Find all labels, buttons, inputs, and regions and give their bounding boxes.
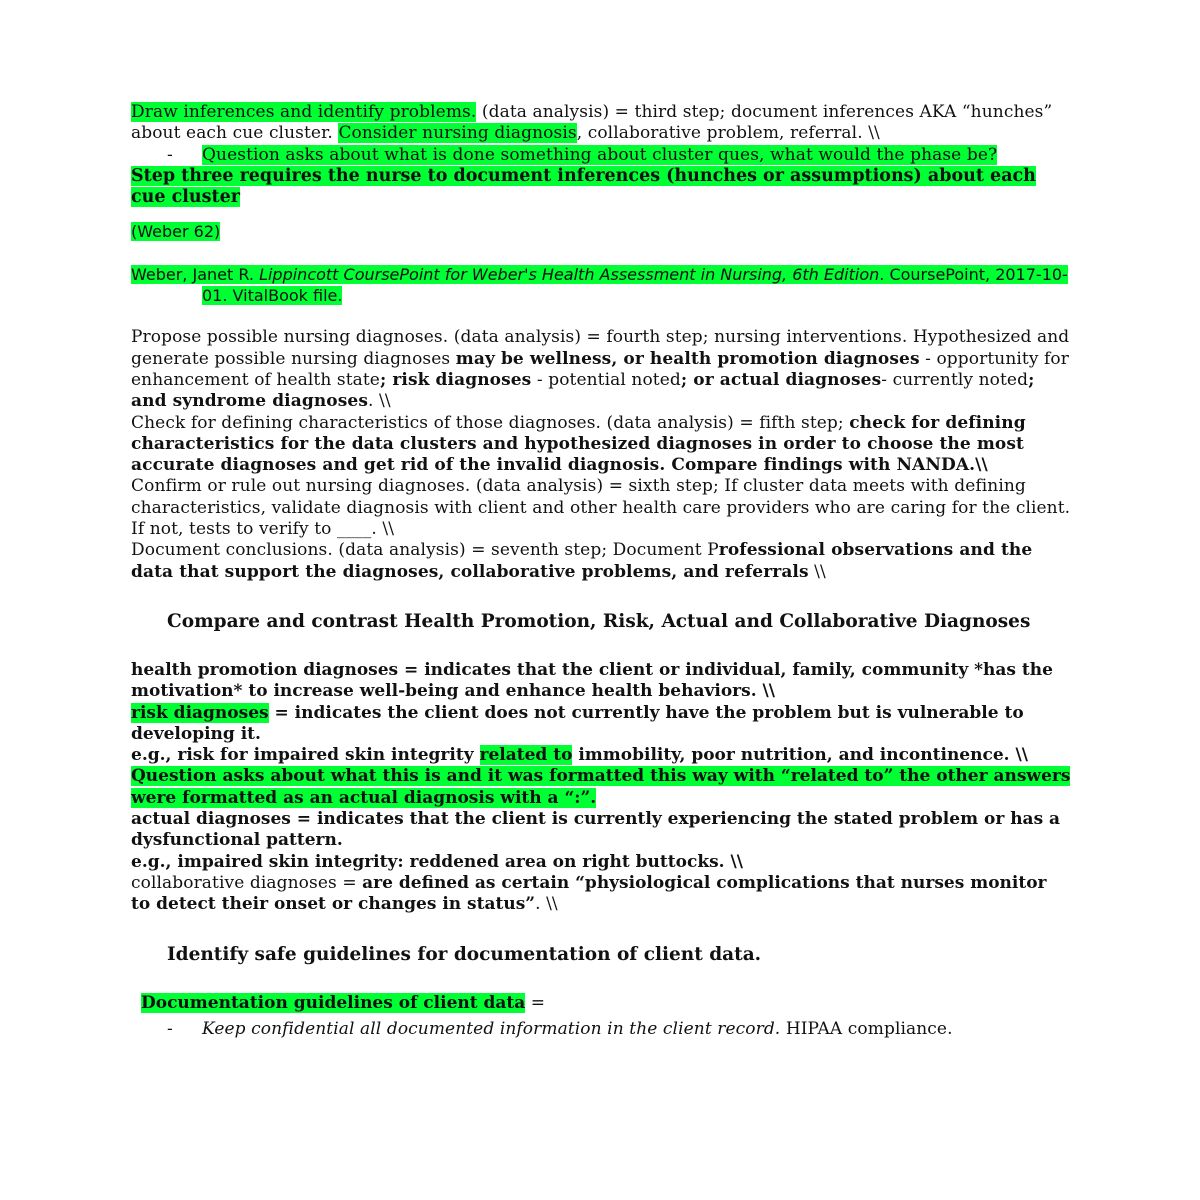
text-fifth-step: Check for defining characteristics of those diagnoses. (data analysis) = fifth step; [131, 412, 850, 433]
paragraph-health-promotion [131, 660, 1071, 703]
highlight-step-three: Step three requires the nurse to document inferences (hunches or assumptions) about each cue cluster [131, 165, 1036, 208]
paragraph-collaborative [131, 873, 1071, 916]
bullet-keep-confidential [131, 1019, 1071, 1040]
paragraph-risk-diagnoses [131, 703, 1071, 746]
text-check-defining: check for defining characteristics for the data clusters and hypothesized diagnoses in order to choose the most accurate diagnoses and get rid of the invalid diagnosis. Compare findings with NANDA.\\ [131, 412, 1026, 476]
text-risk-example: e.g., risk for impaired skin integrity [131, 745, 480, 766]
paragraph-document-conclusions [131, 540, 1071, 583]
text-actual-example: e.g., impaired skin integrity: reddened area on right buttocks. \\ [131, 851, 743, 872]
paragraph-risk-example [131, 745, 1071, 809]
text-collaborative-end: . \\ [535, 894, 558, 915]
text-syndrome-diagnoses: ; and syndrome diagnoses [131, 369, 1035, 412]
highlight-question-cluster: Question asks about what is done something about cluster ques, what would the phase be? [202, 144, 998, 165]
text-third-step: (data analysis) = third step; document inferences AKA “hunches” about each cue cluster. [131, 102, 1053, 144]
text-equals: = [525, 992, 546, 1013]
citation-title: Lippincott CoursePoint for Weber's Health Assessment in Nursing, 6th Edition [259, 264, 880, 284]
text-collaborative-referral: , collaborative problem, referral. \\ [576, 123, 880, 144]
highlight-weber-62: (Weber 62) [131, 222, 221, 242]
text-fourth-step: Propose possible nursing diagnoses. (data analysis) = fourth step; nursing interventions. Hypothesized and generate possible nursing diagnoses [131, 327, 1070, 369]
paragraph-documentation-guidelines [141, 993, 1071, 1014]
text-professional-observations: rofessional observations and the data that support the diagnoses, collaborative problems, and referrals [131, 540, 1033, 582]
citation [131, 264, 1071, 307]
text-currently-noted: - currently noted [881, 369, 1029, 390]
text-sixth-step: Confirm or rule out nursing diagnoses. (data analysis) = sixth step; If cluster data meets with defining characteristics, validate diagnosis with client and other health care providers who are caring for the client. If not, tests to verify to ____. \\ [131, 476, 1071, 540]
highlight-consider-nursing-diagnosis: Consider nursing diagnosis [338, 123, 577, 144]
text-keep-confidential: Keep confidential all documented information in the client record. [202, 1018, 781, 1039]
paragraph-actual-example [131, 852, 1071, 873]
text-document-end: \\ [808, 561, 826, 582]
paragraph-draw-inferences [131, 102, 1071, 145]
paragraph-propose-diagnoses [131, 327, 1071, 412]
text-potential-noted: - potential noted [531, 369, 681, 390]
weber-reference [131, 221, 1071, 242]
text-hipaa: HIPAA compliance. [780, 1018, 953, 1039]
text-risk-definition: = indicates the client does not currently have the problem but is vulnerable to developing it. [131, 702, 1024, 744]
paragraph-actual-diagnoses [131, 809, 1071, 852]
citation-source: . CoursePoint, 2017-10-01. VitalBook file. [202, 264, 1068, 306]
text-collaborative-label: collaborative diagnoses = [131, 872, 363, 893]
citation-author: Weber, Janet R. [131, 264, 260, 284]
text-risk-factors: immobility, poor nutrition, and incontinence. \\ [572, 745, 1028, 766]
highlight-draw-inferences: Draw inferences and identify problems. [131, 102, 477, 122]
text-seventh-step: Document conclusions. (data analysis) = seventh step; Document P [131, 540, 719, 561]
bullet-question-cluster [131, 145, 1071, 166]
text-opportunity: - opportunity for enhancement of health state [131, 348, 1069, 390]
highlight-question-format: Question asks about what this is and it was formatted this way with “related to” the other answers were formatted as an actual diagnosis with a “:”. [131, 766, 1071, 808]
text-risk-diagnoses: ; risk diagnoses [379, 369, 532, 390]
text-propose-end: . \\ [368, 391, 391, 412]
text-wellness-promotion: may be wellness, or health promotion diagnoses [455, 348, 920, 369]
bullet-dash: - [167, 144, 173, 165]
document-page [131, 102, 1071, 1040]
bullet-dash: - [167, 1018, 173, 1039]
text-actual-diagnoses: ; or actual diagnoses [680, 369, 882, 390]
highlight-risk-diagnoses: risk diagnoses [131, 702, 269, 723]
text-collaborative-definition: are defined as certain “physiological complications that nurses monitor to detect their onset or changes in status” [131, 872, 1047, 915]
highlight-related-to: related to [479, 745, 573, 766]
paragraph-step-three [131, 166, 1071, 209]
paragraph-confirm-rule-out [131, 476, 1071, 540]
heading-safe-guidelines: Identify safe guidelines for documentation of client data. [167, 943, 762, 965]
paragraph-check-characteristics [131, 413, 1071, 477]
highlight-documentation-guidelines: Documentation guidelines of client data [141, 992, 526, 1013]
heading-compare-contrast: Compare and contrast Health Promotion, Risk, Actual and Collaborative Diagnoses [167, 610, 1031, 632]
text-actual-definition: actual diagnoses = indicates that the client is currently experiencing the stated problem or has a dysfunctional pattern. [131, 809, 1061, 851]
text-health-promotion: health promotion diagnoses = indicates that the client or individual, family, community *has the motivation* to increase well-being and enhance health behaviors. \\ [131, 659, 1053, 702]
